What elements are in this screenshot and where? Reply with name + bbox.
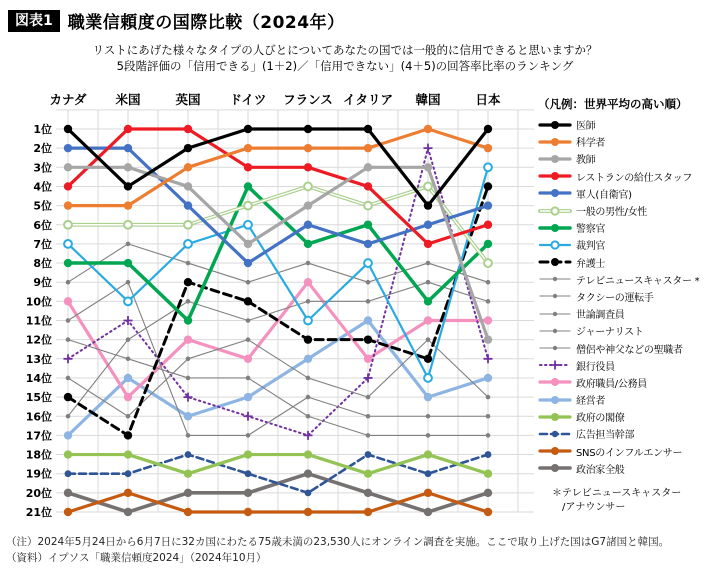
legend-item (538, 425, 710, 442)
legend-item (538, 271, 710, 288)
x-axis-label: カナダ (49, 92, 87, 107)
legend-item-label: 僧侶や神父などの聖職者 (576, 344, 683, 356)
legend-line-sample (538, 186, 572, 200)
chart-legend (538, 96, 710, 515)
x-axis-label: イタリア (342, 92, 394, 107)
legend-line-sample (538, 255, 572, 269)
legend-item-label: 裁判官 (576, 241, 606, 253)
y-axis-label: 17位 (25, 429, 52, 443)
legend-item-label: 軍人(自衛官) (576, 189, 632, 201)
legend-item-label: 経営者 (576, 396, 606, 408)
y-axis-label: 18位 (25, 448, 52, 462)
legend-item-label: 警察官 (576, 224, 606, 236)
y-axis-label: 14位 (25, 371, 52, 385)
legend-items (538, 116, 710, 477)
x-axis-label: 韓国 (415, 92, 441, 107)
legend-item (538, 150, 710, 167)
y-axis-label: 2位 (33, 142, 52, 156)
legend-item (538, 305, 710, 322)
y-axis-label: 16位 (25, 410, 52, 424)
legend-item (538, 185, 710, 202)
legend-line-sample (538, 135, 572, 149)
legend-item-label: SNSのインフルエンサー (576, 447, 683, 459)
legend-item (538, 322, 710, 339)
x-axis-label: フランス (283, 92, 333, 107)
y-axis-label: 20位 (25, 486, 52, 500)
legend-item-label: 銀行役員 (576, 361, 615, 373)
x-axis-label: ドイツ (229, 92, 267, 107)
legend-line-sample (538, 444, 572, 458)
legend-item (538, 374, 710, 391)
legend-line-sample (538, 221, 572, 235)
legend-item (538, 288, 710, 305)
y-axis-label: 19位 (25, 467, 52, 481)
chart-svg (0, 90, 540, 530)
legend-line-sample (538, 272, 572, 286)
legend-line-sample (538, 307, 572, 321)
legend-item (538, 443, 710, 460)
chart-subtitle (0, 42, 690, 74)
legend-line-sample (538, 358, 572, 372)
legend-line-sample (538, 204, 572, 218)
legend-footnote: ＊テレビニュースキャスター /アナウンサー (552, 487, 682, 513)
legend-line-sample (538, 152, 572, 166)
legend-item (538, 236, 710, 253)
subtitle-line-1: リストにあげた様々なタイプの人びとについてあなたの国では一般的に信用できると思いますか？ (92, 43, 598, 57)
y-axis-label: 13位 (25, 352, 52, 366)
legend-title: （凡例：世界平均の高い順） (538, 97, 688, 111)
legend-item-label: 政府の閣僚 (576, 413, 625, 425)
note-line: （注）2024年5月24日から6月7日に32カ国にわたる75歳未満の23,530人にオンライン調査を実施。ここで取り上げた国はG7諸国と韓国。 (6, 536, 670, 548)
legend-item (538, 254, 710, 271)
legend-item-label: 弁護士 (576, 258, 606, 270)
legend-line-sample (538, 375, 572, 389)
chart-notes (6, 534, 669, 566)
legend-item (538, 202, 710, 219)
source-line: （資料）イプソス「職業信頼度2024」（2024年10月） (6, 552, 267, 564)
legend-item-label: 広告担当幹部 (576, 430, 635, 442)
legend-item-label: 政治家全般 (576, 464, 625, 476)
legend-line-sample (538, 393, 572, 407)
legend-item-label: 科学者 (576, 138, 606, 150)
y-axis-label: 7位 (33, 237, 52, 251)
y-axis-label: 21位 (25, 506, 52, 519)
legend-item (538, 219, 710, 236)
legend-item (538, 460, 710, 477)
y-axis-label: 3位 (33, 161, 52, 175)
legend-item-label: 医師 (576, 121, 596, 133)
legend-item (538, 339, 710, 356)
legend-item-label: ジャーナリスト (576, 327, 644, 339)
legend-item (538, 133, 710, 150)
y-axis-label: 10位 (25, 295, 52, 309)
y-axis-label: 11位 (25, 314, 52, 328)
legend-line-sample (538, 289, 572, 303)
page-title: 職業信頼度の国際比較（2024年） (67, 13, 345, 33)
y-axis-label: 15位 (25, 391, 52, 405)
x-axis-label: 英国 (175, 92, 201, 107)
legend-item-label: 教師 (576, 155, 596, 167)
x-axis-label: 米国 (115, 92, 141, 107)
y-axis-label: 8位 (33, 257, 52, 271)
y-axis-label: 6位 (33, 218, 52, 232)
legend-item (538, 116, 710, 133)
legend-item (538, 408, 710, 425)
legend-item-label: 一般の男性/女性 (576, 207, 647, 219)
y-axis-label: 5位 (33, 199, 52, 213)
legend-line-sample (538, 238, 572, 252)
legend-item (538, 391, 710, 408)
legend-line-sample (538, 324, 572, 338)
y-axis-labels (26, 122, 52, 519)
y-axis-label: 1位 (33, 123, 52, 136)
legend-item-label: レストランの給仕スタッフ (576, 172, 693, 184)
y-axis-label: 12位 (25, 333, 52, 347)
legend-line-sample (538, 427, 572, 441)
x-axis-label: 日本 (475, 92, 501, 107)
legend-line-sample (538, 118, 572, 132)
y-axis-label: 4位 (33, 180, 52, 194)
figure-header (8, 8, 345, 33)
legend-item (538, 168, 710, 185)
legend-item-label: テレビニュースキャスター * (576, 275, 700, 287)
legend-line-sample (538, 169, 572, 183)
legend-line-sample (538, 410, 572, 424)
y-axis-label: 9位 (33, 276, 52, 290)
legend-item-label: 世論調査員 (576, 310, 625, 322)
chart-area (0, 90, 540, 534)
legend-item-label: 政府職員/公務員 (576, 378, 647, 390)
x-axis-labels (50, 92, 501, 107)
legend-item-label: タクシーの運転手 (576, 292, 654, 304)
subtitle-line-2: 5段階評価の「信用できる」(1＋2)／「信用できない」(4＋5)の回答率比率のランキング (116, 59, 574, 73)
legend-item (538, 357, 710, 374)
legend-line-sample (538, 341, 572, 355)
legend-line-sample (538, 461, 572, 475)
figure-tag: 図表1 (8, 10, 60, 32)
